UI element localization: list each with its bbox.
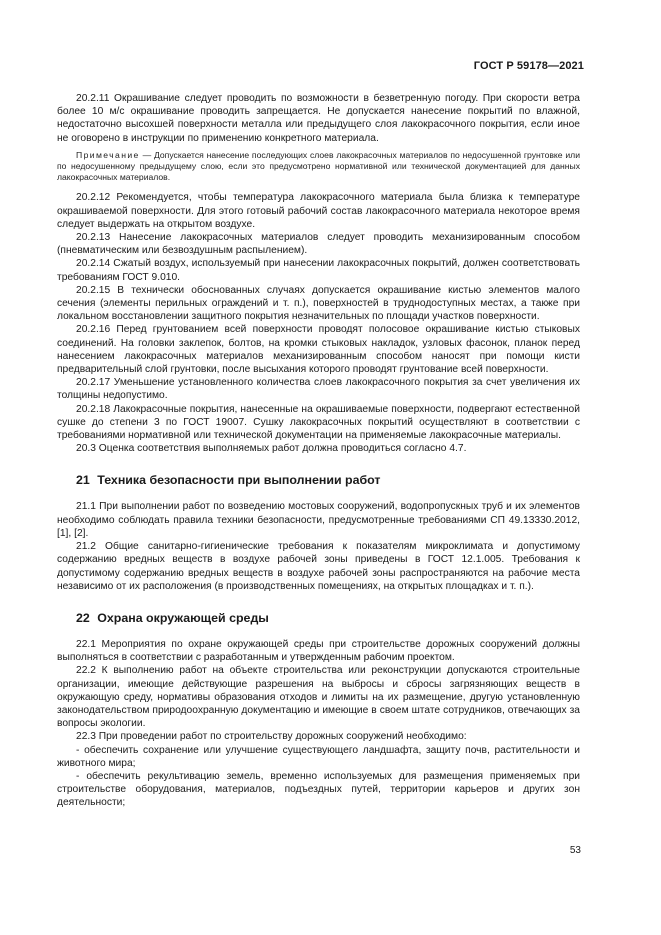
paragraph-22-1: 22.1 Мероприятия по охране окружающей среды при строительстве дорожных сооружений должны выполняться в соответствии с разработанным и утвержденным рабочим проектом. — [57, 638, 580, 664]
page-number: 53 — [569, 845, 581, 856]
paragraph-21-2: 21.2 Общие санитарно-гигиенические требования к показателям микроклимата и допустимому содержанию вредных веществ в воздухе рабочей зоны приведены в ГОСТ 12.1.005. Требования к допустимому содержанию вредных веществ в воздухе рабочей зоны распространяются на рабочие места независимо от их расположения (в производственных помещениях, на открытых площадках и т. п.). — [57, 541, 580, 592]
paragraph-22-2: 22.2 К выполнению работ на объекте строительства или реконструкции допускаются строительные организации, имеющие действующие разрешения на выбросы и сбросы загрязняющих веществ в окружающую среду, нормативы образования отходов и лимиты на их размещение, другую установленную законодательством природоохранную документацию и имеющие в своем штате сотрудников, отвечающих за вопросы экологии. — [57, 665, 580, 730]
standard-code: ГОСТ Р 59178—2021 — [473, 60, 584, 72]
list-item: - обеспечить рекультивацию земель, временно используемых для размещения применяемых при строительстве оборудования, материалов, подъездных путей, территории карьеров и других зон деятельности; — [57, 770, 580, 809]
section-number: 21 — [76, 473, 90, 488]
section-title: Охрана окружающей среды — [97, 610, 269, 625]
paragraph-20-2-14: 20.2.14 Сжатый воздух, используемый при нанесении лакокрасочных покрытий, должен соответствовать требованиям ГОСТ 9.010. — [57, 258, 580, 283]
section-number: 22 — [76, 610, 90, 625]
paragraph-20-2-15: 20.2.15 В технически обоснованных случаях допускается окрашивание кистью элементов малого сечения (элементы перильных ограждений и т. п.), поверхностей в труднодоступных местах, а также при локальном восстановлении защитного покрытия незначительных по площади участков поверхности. — [57, 284, 580, 323]
note-text: — Допускается нанесение последующих слоев лакокрасочных материалов по недосушенной грунтовке или по недосушенному предыдущему слою, если это предусмотрено нормативной или технической документацией для данных лакокрасочных материалов. — [57, 149, 580, 183]
list-item: - обеспечить сохранение или улучшение существующего ландшафта, защиту почв, растительности и животного мира; — [57, 744, 580, 769]
paragraph-20-2-13: 20.2.13 Нанесение лакокрасочных материалов следует проводить механизированным способом (пневматическим или безвоздушным распылением). — [57, 232, 580, 257]
section-title: Техника безопасности при выполнении работ — [97, 473, 381, 488]
paragraph-20-3: 20.3 Оценка соответствия выполняемых работ должна проводиться согласно 4.7. — [76, 443, 467, 455]
note — [57, 150, 580, 184]
page-body — [57, 92, 580, 810]
paragraph-20-2-16: 20.2.16 Перед грунтованием всей поверхности проводят полосовое окрашивание кистью стыковых соединений. На головки заклепок, болтов, на кромки стыковых накладок, узловых фасонок, планок перед нанесением лакокрасочных материалов механизированным способом наносят при помощи кисти предварительный слой грунтовки, после высыхания которого проводят грунтование всей поверхности. — [57, 324, 580, 376]
paragraph-22-3: 22.3 При проведении работ по строительству дорожных сооружений необходимо: — [76, 731, 467, 743]
section-heading-22 — [57, 611, 580, 626]
paragraph-20-2-11: 20.2.11 Окрашивание следует проводить по возможности в безветренную погоду. При скорости ветра более 10 м/с окрашивание проводить запрещается. Не допускается нанесение покрытий по влажной, недостаточно высохшей поверхности металла или предыдущего слоя лакокрасочного покрытия, если иное не оговорено в инструкции по применению конкретного материала. — [57, 93, 580, 144]
note-label: Примечание — [76, 149, 140, 160]
paragraph-20-2-18: 20.2.18 Лакокрасочные покрытия, нанесенные на окрашиваемые поверхности, подвергают естественной сушке до степени 3 по ГОСТ 19007. Сушку лакокрасочных покрытий осуществляют в соответствии с требованиями нормативной или технической документации на применяемые лакокрасочные материалы. — [57, 403, 580, 442]
paragraph-20-2-12: 20.2.12 Рекомендуется, чтобы температура лакокрасочного материала была близка к температуре окрашиваемой поверхности. Для этого готовый рабочий состав лакокрасочного материала некоторое время следует выдержать на открытом воздухе. — [57, 192, 580, 230]
paragraph-21-1: 21.1 При выполнении работ по возведению мостовых сооружений, водопропускных труб и их элементов необходимо соблюдать правила техники безопасности, предусмотренные требованиями СП 49.13330.2012, [1], [2]. — [57, 501, 580, 539]
section-heading-21 — [57, 473, 580, 488]
paragraph-20-2-17: 20.2.17 Уменьшение установленного количества слоев лакокрасочного покрытия за счет увеличения их толщины недопустимо. — [57, 377, 580, 402]
